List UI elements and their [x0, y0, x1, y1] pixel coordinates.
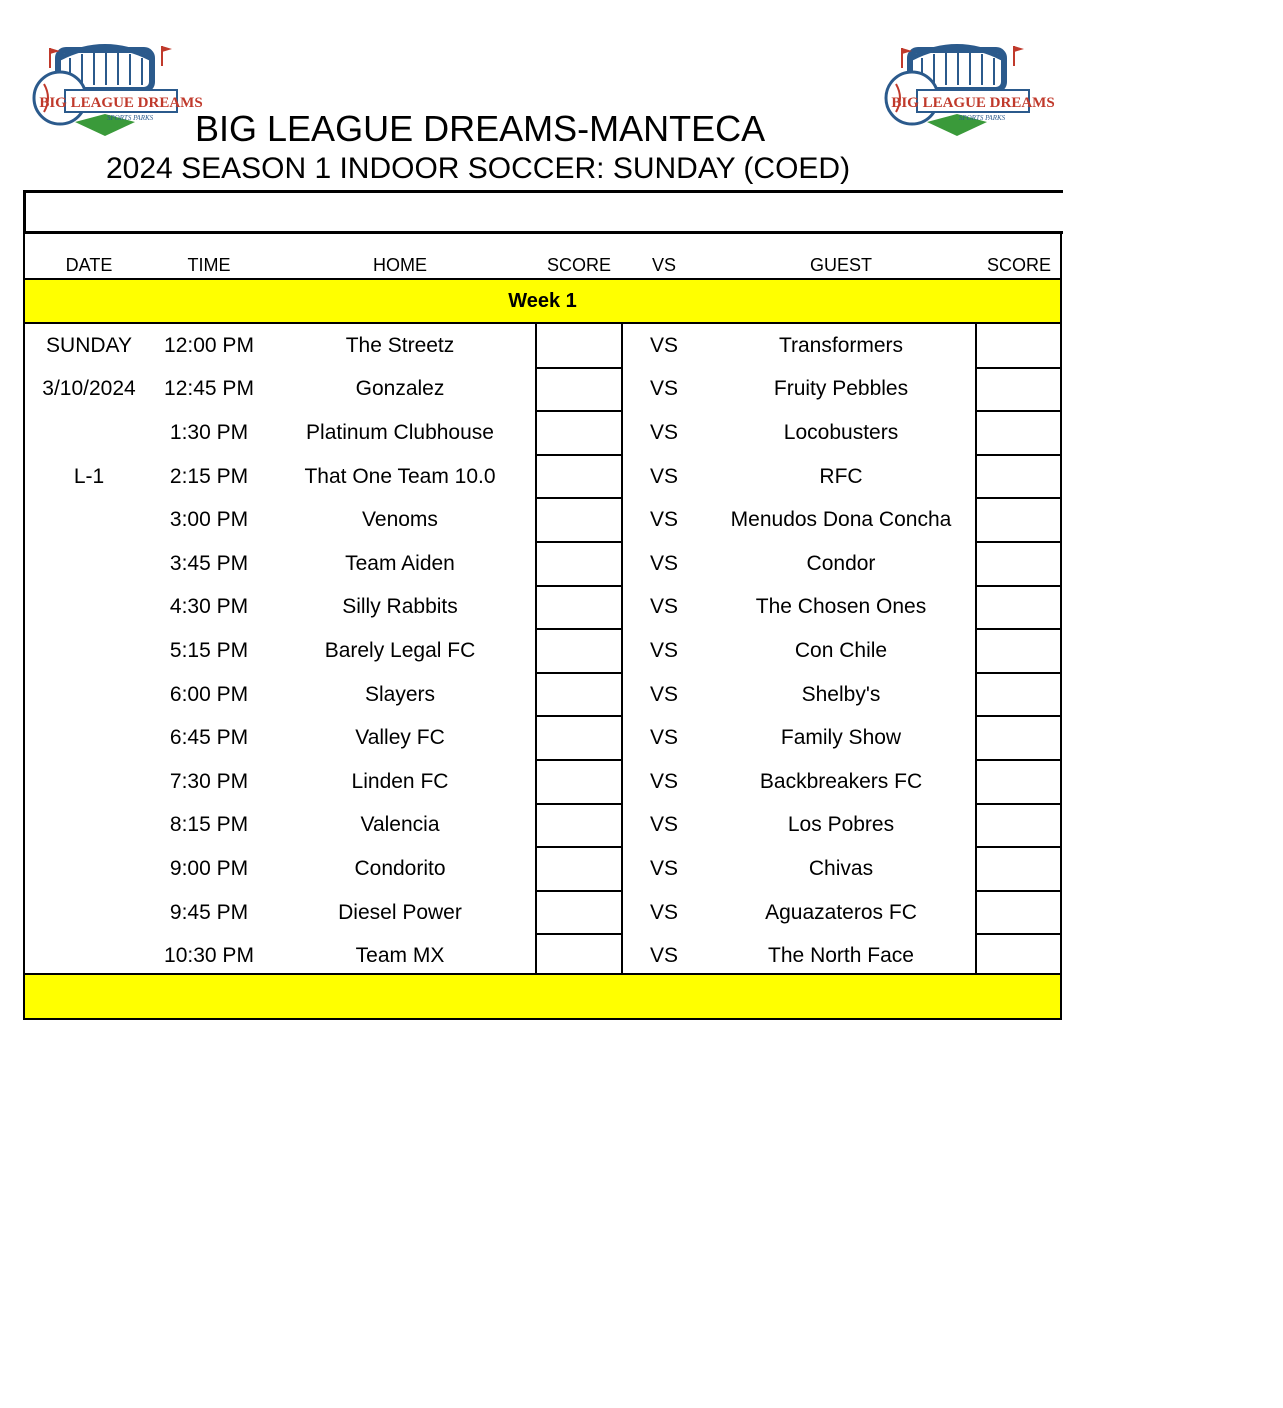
- guest-team-cell: Menudos Dona Concha: [730, 508, 952, 532]
- guest-score-box: [977, 324, 1062, 368]
- guest-score-box: [977, 673, 1062, 717]
- date-cell: [25, 716, 153, 760]
- guest-score-box: [977, 891, 1062, 935]
- vs-cell: VS: [649, 420, 678, 444]
- guest-score-box: [977, 760, 1062, 804]
- footer-banner: [25, 975, 1060, 1018]
- home-team-cell: Venoms: [362, 508, 438, 532]
- vs-cell: VS: [649, 464, 678, 488]
- week-banner: Week 1: [25, 280, 1060, 322]
- home-team-cell: Valencia: [360, 813, 440, 837]
- column-header-home: HOME: [373, 255, 427, 275]
- date-cell: [25, 411, 153, 455]
- date-cell: [25, 542, 153, 586]
- guest-team-cell: Aguazateros FC: [765, 900, 917, 924]
- date-cell: [25, 498, 153, 542]
- home-score-box: [537, 847, 621, 891]
- vs-cell: VS: [649, 900, 678, 924]
- home-team-cell: Team MX: [355, 944, 445, 968]
- vs-cell: VS: [649, 769, 678, 793]
- guest-team-cell: The Chosen Ones: [755, 595, 927, 619]
- time-cell: 9:00 PM: [169, 856, 249, 880]
- column-header-home-score: SCORE: [546, 255, 611, 275]
- vs-cell: VS: [649, 944, 678, 968]
- column-header-date: DATE: [65, 255, 113, 275]
- time-cell: 1:30 PM: [169, 420, 249, 444]
- home-team-cell: The Streetz: [345, 333, 455, 357]
- svg-text:BIG LEAGUE DREAMS: BIG LEAGUE DREAMS: [39, 95, 203, 111]
- svg-text:SPORTS PARKS: SPORTS PARKS: [958, 114, 1006, 122]
- column-header-vs: VS: [651, 255, 676, 275]
- guest-team-cell: Fruity Pebbles: [773, 377, 909, 401]
- svg-text:BIG LEAGUE DREAMS: BIG LEAGUE DREAMS: [891, 95, 1055, 111]
- page-title: BIG LEAGUE DREAMS-MANTECA: [195, 108, 766, 149]
- home-score-box: [537, 324, 621, 368]
- guest-team-cell: The North Face: [768, 944, 914, 968]
- guest-team-cell: Con Chile: [794, 638, 888, 662]
- guest-score-box: [977, 716, 1062, 760]
- home-team-cell: Condorito: [354, 856, 446, 880]
- time-cell: 12:00 PM: [164, 333, 254, 357]
- vs-cell: VS: [649, 638, 678, 662]
- guest-team-cell: Los Pobres: [787, 813, 895, 837]
- column-header-guest: GUEST: [809, 255, 872, 275]
- guest-score-box: [977, 629, 1062, 673]
- vs-cell: VS: [649, 682, 678, 706]
- guest-team-cell: Backbreakers FC: [759, 769, 923, 793]
- guest-team-cell: RFC: [819, 464, 863, 488]
- home-team-cell: Barely Legal FC: [324, 638, 476, 662]
- svg-text:SPORTS PARKS: SPORTS PARKS: [106, 114, 154, 122]
- date-cell: [25, 586, 153, 630]
- time-cell: 2:15 PM: [169, 464, 249, 488]
- big-league-dreams-logo-left: [30, 40, 203, 140]
- home-team-cell: Linden FC: [351, 769, 449, 793]
- date-cell: [25, 673, 153, 717]
- time-cell: 5:15 PM: [169, 638, 249, 662]
- home-team-cell: Platinum Clubhouse: [306, 420, 494, 444]
- home-score-box: [537, 368, 621, 412]
- vs-cell: VS: [649, 856, 678, 880]
- time-cell: 9:45 PM: [169, 900, 249, 924]
- home-score-box: [537, 455, 621, 499]
- guest-team-cell: Locobusters: [783, 420, 899, 444]
- home-team-cell: Silly Rabbits: [342, 595, 458, 619]
- home-score-box: [537, 542, 621, 586]
- date-cell: [25, 847, 153, 891]
- time-cell: 6:45 PM: [169, 726, 249, 750]
- home-team-cell: Team Aiden: [345, 551, 455, 575]
- time-cell: 3:00 PM: [169, 508, 249, 532]
- guest-score-box: [977, 542, 1062, 586]
- guest-score-box: [977, 455, 1062, 499]
- column-header-time: TIME: [187, 255, 231, 275]
- guest-score-box: [977, 498, 1062, 542]
- vs-cell: VS: [649, 595, 678, 619]
- home-score-box: [537, 934, 621, 978]
- time-cell: 3:45 PM: [169, 551, 249, 575]
- home-score-box: [537, 498, 621, 542]
- date-cell: [25, 891, 153, 935]
- guest-score-box: [977, 934, 1062, 978]
- home-score-box: [537, 804, 621, 848]
- vs-cell: VS: [649, 813, 678, 837]
- home-team-cell: Diesel Power: [338, 900, 462, 924]
- page-subtitle: 2024 SEASON 1 INDOOR SOCCER: SUNDAY (COED): [106, 152, 851, 185]
- home-team-cell: Slayers: [364, 682, 436, 706]
- home-score-box: [537, 891, 621, 935]
- guest-team-cell: Shelby's: [801, 682, 881, 706]
- guest-score-box: [977, 411, 1062, 455]
- vs-cell: VS: [649, 726, 678, 750]
- schedule-table: [23, 234, 1062, 1020]
- guest-team-cell: Condor: [806, 551, 876, 575]
- date-cell: [25, 804, 153, 848]
- vs-cell: VS: [649, 333, 678, 357]
- date-cell: SUNDAY: [46, 333, 132, 357]
- column-header-guest-score: SCORE: [986, 255, 1051, 275]
- vs-cell: VS: [649, 508, 678, 532]
- date-cell: [25, 629, 153, 673]
- home-score-box: [537, 760, 621, 804]
- guest-team-cell: Family Show: [780, 726, 902, 750]
- home-team-cell: Valley FC: [355, 726, 445, 750]
- vs-cell: VS: [649, 551, 678, 575]
- time-cell: 4:30 PM: [169, 595, 249, 619]
- date-cell: [25, 760, 153, 804]
- date-cell: L-1: [73, 464, 105, 488]
- date-cell: 3/10/2024: [42, 377, 136, 401]
- vs-cell: VS: [649, 377, 678, 401]
- guest-score-box: [977, 586, 1062, 630]
- time-cell: 6:00 PM: [169, 682, 249, 706]
- time-cell: 12:45 PM: [164, 377, 254, 401]
- home-score-box: [537, 411, 621, 455]
- blank-banner: [23, 190, 1063, 234]
- guest-team-cell: Transformers: [778, 333, 904, 357]
- date-cell: [25, 934, 153, 978]
- guest-score-box: [977, 368, 1062, 412]
- home-score-box: [537, 716, 621, 760]
- time-cell: 7:30 PM: [169, 769, 249, 793]
- home-team-cell: That One Team 10.0: [304, 464, 496, 488]
- home-team-cell: Gonzalez: [355, 377, 445, 401]
- guest-team-cell: Chivas: [808, 856, 874, 880]
- guest-score-box: [977, 847, 1062, 891]
- home-score-box: [537, 586, 621, 630]
- time-cell: 10:30 PM: [164, 944, 254, 968]
- guest-score-box: [977, 804, 1062, 848]
- home-score-box: [537, 673, 621, 717]
- time-cell: 8:15 PM: [169, 813, 249, 837]
- home-score-box: [537, 629, 621, 673]
